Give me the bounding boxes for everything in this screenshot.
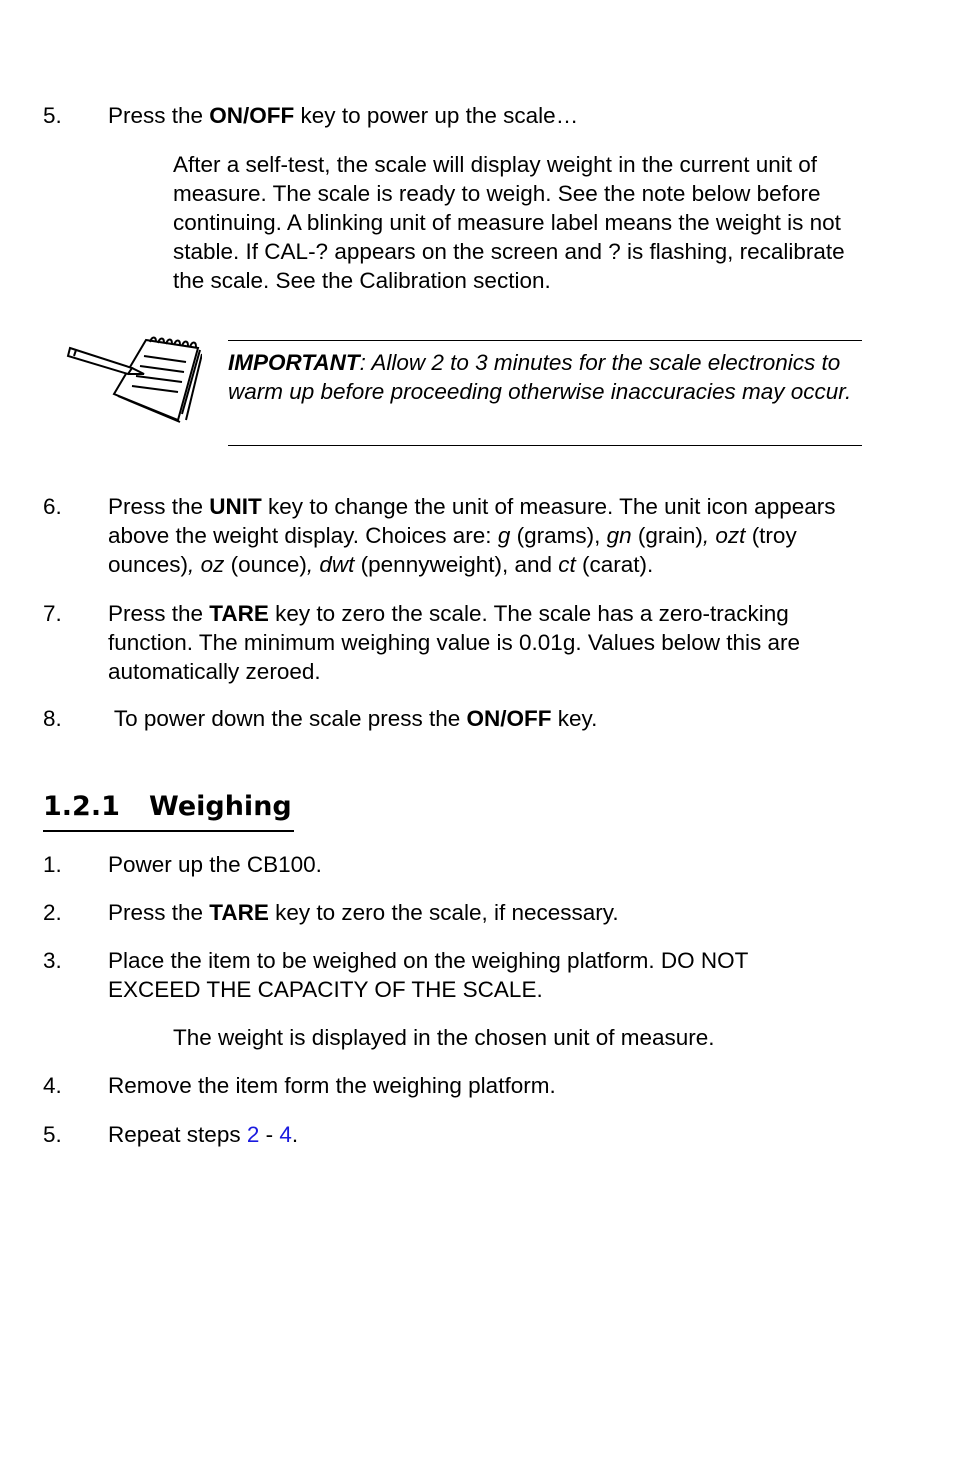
step-text: Press the UNIT key to change the unit of measure. The unit icon appears above the weight display. Choices are: g (grams), gn (grain), ozt (troy ounces), oz (ounce), dwt (pennyweight), and ct (carat). [108, 494, 836, 577]
step-4-link[interactable]: 4 [279, 1122, 292, 1147]
note-text: IMPORTANT: Allow 2 to 3 minutes for the scale electronics to warm up before proceeding otherwise inaccuracies may occur. [228, 350, 852, 404]
key-name: TARE [209, 601, 269, 626]
key-name: ON/OFF [209, 103, 295, 128]
step-text: Power up the CB100. [108, 852, 322, 877]
section-number: 1.2.1 [43, 791, 120, 822]
note-pad-pencil-icon [66, 334, 202, 426]
step-number: 3. [43, 948, 62, 973]
step-number: 5. [43, 103, 62, 128]
step-number: 7. [43, 601, 62, 626]
step-number: 6. [43, 494, 62, 519]
step-5-detail: After a self-test, the scale will display weight in the current unit of measure. The scale is ready to weigh. See the note below before continuing. A blinking unit of measure label means the weight is not stable. If CAL-? appears on the screen and ? is flashing, recalibrate the scale. See the Calibration section. [173, 152, 845, 293]
step-number: 1. [43, 852, 62, 877]
step-number: 4. [43, 1073, 62, 1098]
step-number: 2. [43, 900, 62, 925]
step-text: Press the TARE key to zero the scale, if necessary. [108, 900, 619, 925]
key-name: UNIT [209, 494, 262, 519]
key-name: TARE [209, 900, 269, 925]
step-text: To power down the scale press the ON/OFF key. [108, 706, 598, 731]
step-text: Press the TARE key to zero the scale. The scale has a zero-tracking function. The minimum weighing value is 0.01g. Values below this are automatically zeroed. [108, 601, 801, 684]
step-text: Press the ON/OFF key to power up the scale… [108, 103, 579, 128]
key-name: ON/OFF [466, 706, 552, 731]
step-2-link[interactable]: 2 [246, 1122, 260, 1147]
note-label: IMPORTANT [228, 350, 360, 375]
section-heading [43, 790, 294, 832]
weighing-step-3-detail: The weight is displayed in the chosen unit of measure. [173, 1025, 715, 1050]
section-title: Weighing [149, 791, 292, 822]
step-text: Place the item to be weighed on the weighing platform. DO NOT EXCEED THE CAPACITY OF THE SCALE. [108, 948, 748, 1002]
step-text: Remove the item form the weighing platform. [108, 1073, 556, 1098]
step-number: 5. [43, 1122, 62, 1147]
step-number: 8. [43, 706, 62, 731]
step-text: Repeat steps 2 - 4. [108, 1122, 299, 1147]
important-note [228, 340, 862, 446]
